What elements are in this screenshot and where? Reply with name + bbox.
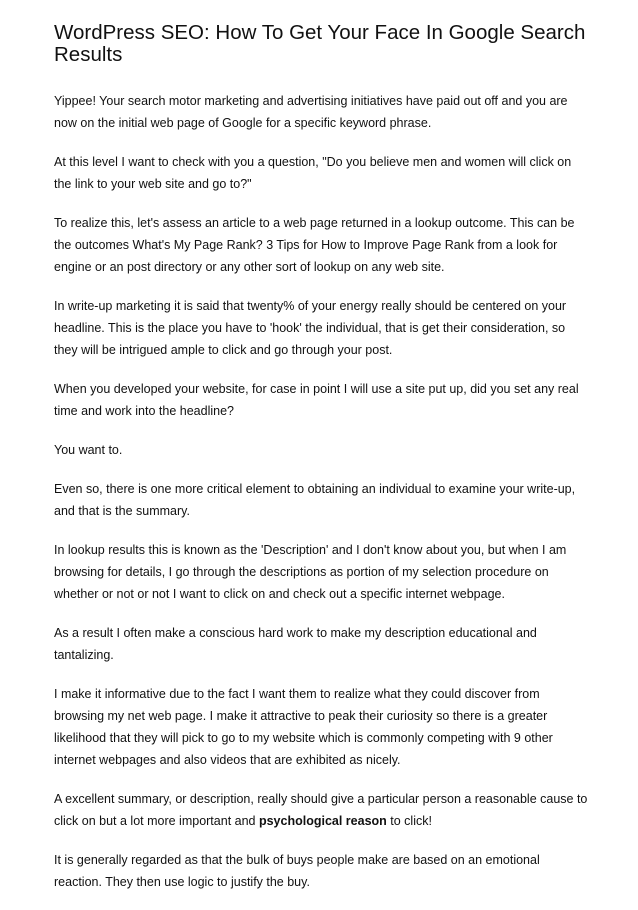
paragraph: Yippee! Your search motor marketing and advertising initiatives have paid out off and you are now on the initial web page of Google for a specific keyword phrase. [54, 94, 568, 130]
paragraph: Even so, there is one more critical element to obtaining an individual to examine your write-up, and that is the summary. [54, 482, 576, 518]
emphasis-text: psychological reason [258, 814, 387, 828]
paragraph-with-emphasis [54, 788, 588, 832]
page-title: WordPress SEO: How To Get Your Face In Google Search Results [54, 21, 586, 66]
paragraph: At this level I want to check with you a question, "Do you believe men and women will click on the link to your web site and go to?" [54, 155, 572, 191]
paragraph: To realize this, let's assess an article to a web page returned in a lookup outcome. This can be the outcomes What's My Page Rank? 3 Tips for How to Improve Page Rank from a look for engine or an post directory or any other sort of lookup on any web site. [54, 216, 575, 274]
paragraph-text-after: to click! [386, 814, 432, 828]
paragraph: In write-up marketing it is said that twenty% of your energy really should be centered on your headline. This is the place you have to 'hook' the individual, that is get their consideration, so they will be intrigued ample to click and go through your post. [54, 299, 567, 357]
paragraph: You want to. [54, 443, 123, 457]
article-body [54, 90, 588, 910]
paragraph: As a result I often make a conscious hard work to make my description educational and tantalizing. [54, 626, 537, 662]
paragraph: In lookup results this is known as the 'Description' and I don't know about you, but when I am browsing for details, I go through the descriptions as portion of my selection procedure on whether or not or not I want to click on and check out a specific internet webpage. [54, 543, 567, 601]
paragraph: It is generally regarded as that the bulk of buys people make are based on an emotional reaction. They then use logic to justify the buy. [54, 853, 540, 889]
paragraph-text-before: A excellent summary, or description, really should give a particular person a reasonable cause to click on but a lot more important and [54, 792, 588, 828]
paragraph: When you developed your website, for case in point I will use a site put up, did you set any real time and work into the headline? [54, 382, 579, 418]
paragraph: I make it informative due to the fact I want them to realize what they could discover from browsing my net web page. I make it attractive to peak their curiosity so there is a greater likelihood that they will pick to go to my website which is commonly competing with 9 other internet webpages and also videos that are exhibited as nicely. [54, 687, 553, 767]
